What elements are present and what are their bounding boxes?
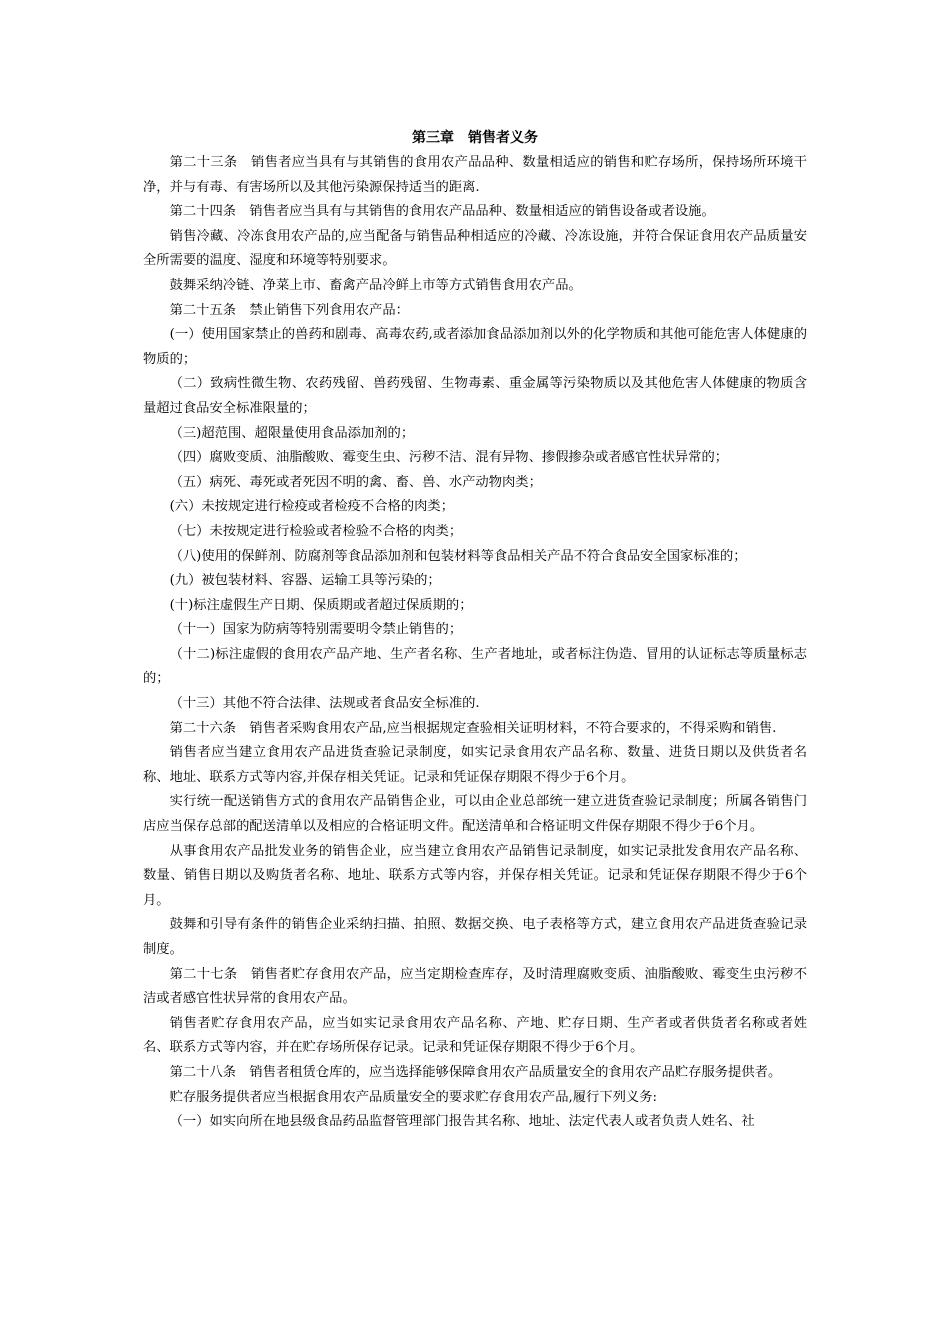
list-item: (一）使用国家禁止的兽药和剧毒、高毒农药,或者添加食品添加剂以外的化学物质和其他可能危害人体健康的物质的； xyxy=(143,327,807,367)
chapter-title: 第三章 销售者义务 xyxy=(412,130,538,146)
list-item: (六）未按规定进行检疫或者检疫不合格的肉类； xyxy=(169,499,455,515)
paragraph-art27: 第二十七条 销售者贮存食用农产品，应当定期检查库存，及时清理腐败变质、油脂酸败、霉变生虫污秽不洁或者感官性状异常的食用农产品。 xyxy=(143,966,807,1007)
paragraph: 贮存服务提供者应当根据食用农产品质量安全的要求贮存食用农产品,履行下列义务: xyxy=(169,1089,657,1105)
document-body xyxy=(143,125,807,1135)
paragraph: 销售冷藏、冷冻食用农产品的,应当配备与销售品种相适应的冷藏、冷冻设施，并符合保证食用农产品质量安全所需要的温度、湿度和环境等特别要求。 xyxy=(143,228,807,269)
paragraph-art23: 第二十三条 销售者应当具有与其销售的食用农产品品种、数量相适应的销售和贮存场所，保持场所环境干净，并与有毒、有害场所以及其他污染源保持适当的距离. xyxy=(143,155,807,195)
list-item: （三)超范围、超限量使用食品添加剂的； xyxy=(169,425,415,441)
list-item: （五）病死、毒死或者死因不明的禽、畜、兽、水产动物肉类； xyxy=(169,474,542,490)
list-item: (九）被包装材料、容器、运输工具等污染的； xyxy=(169,573,441,589)
paragraph-art28: 第二十八条 销售者租赁仓库的，应当选择能够保障食用农产品质量安全的食用农产品贮存服务提供者。 xyxy=(169,1064,782,1080)
list-item: （七）未按规定进行检验或者检验不合格的肉类； xyxy=(169,523,463,539)
list-item: （一）如实向所在地县级食品药品监督管理部门报告其名称、地址、法定代表人或者负责人姓名、社 xyxy=(169,1114,755,1130)
paragraph: 鼓舞采纳冷链、净菜上市、畜禽产品冷鲜上市等方式销售食用农产品。 xyxy=(169,277,582,293)
paragraph: 鼓舞和引导有条件的销售企业采纳扫描、拍照、数据交换、电子表格等方式，建立食用农产品进货查验记录制度。 xyxy=(143,917,807,957)
paragraph-art25: 第二十五条 禁止销售下列食用农产品： xyxy=(169,302,409,318)
list-item: （四）腐败变质、油脂酸败、霉变生虫、污秽不洁、混有异物、掺假掺杂或者感官性状异常的； xyxy=(169,450,729,466)
list-item: (十)标注虚假生产日期、保质期或者超过保质期的； xyxy=(169,597,473,613)
list-item: （十三）其他不符合法律、法规或者食品安全标准的. xyxy=(169,696,480,712)
list-item: （十二)标注虚假的食用农产品产地、生产者名称、生产者地址，或者标注伪造、冒用的认证标志等质量标志的； xyxy=(143,646,807,687)
paragraph: 实行统一配送销售方式的食用农产品销售企业，可以由企业总部统一建立进货查验记录制度；所属各销售门店应当保存总部的配送清单以及相应的合格证明文件。配送清单和合格证明文件保存期限不得少于6个月。 xyxy=(143,794,807,835)
list-item: （二）致病性微生物、农药残留、兽药残留、生物毒素、重金属等污染物质以及其他危害人体健康的物质含量超过食品安全标准限量的； xyxy=(143,376,807,416)
paragraph: 销售者贮存食用农产品，应当如实记录食用农产品名称、产地、贮存日期、生产者或者供货者名称或者姓名、联系方式等内容，并在贮存场所保存记录。记录和凭证保存期限不得少于6个月。 xyxy=(143,1015,807,1056)
paragraph: 从事食用农产品批发业务的销售企业，应当建立食用农产品销售记录制度，如实记录批发食用农产品名称、数量、销售日期以及购货者名称、地址、联系方式等内容，并保存相关凭证。记录和凭证保存期限不得少于6个月。 xyxy=(143,843,807,908)
paragraph: 销售者应当建立食用农产品进货查验记录制度，如实记录食用农产品名称、数量、进货日期以及供货者名称、地址、联系方式等内容,并保存相关凭证。记录和凭证保存期限不得少于6个月。 xyxy=(143,745,807,785)
list-item: （八)使用的保鲜剂、防腐剂等食品添加剂和包装材料等食品相关产品不符合食品安全国家标准的； xyxy=(169,548,747,564)
paragraph-art26: 第二十六条 销售者采购食用农产品,应当根据规定查验相关证明材料，不符合要求的，不得采购和销售. xyxy=(169,720,777,736)
list-item: （十一）国家为防病等特别需要明令禁止销售的； xyxy=(169,622,463,638)
paragraph-art24: 第二十四条 销售者应当具有与其销售的食用农产品品种、数量相适应的销售设备或者设施。 xyxy=(169,204,715,220)
